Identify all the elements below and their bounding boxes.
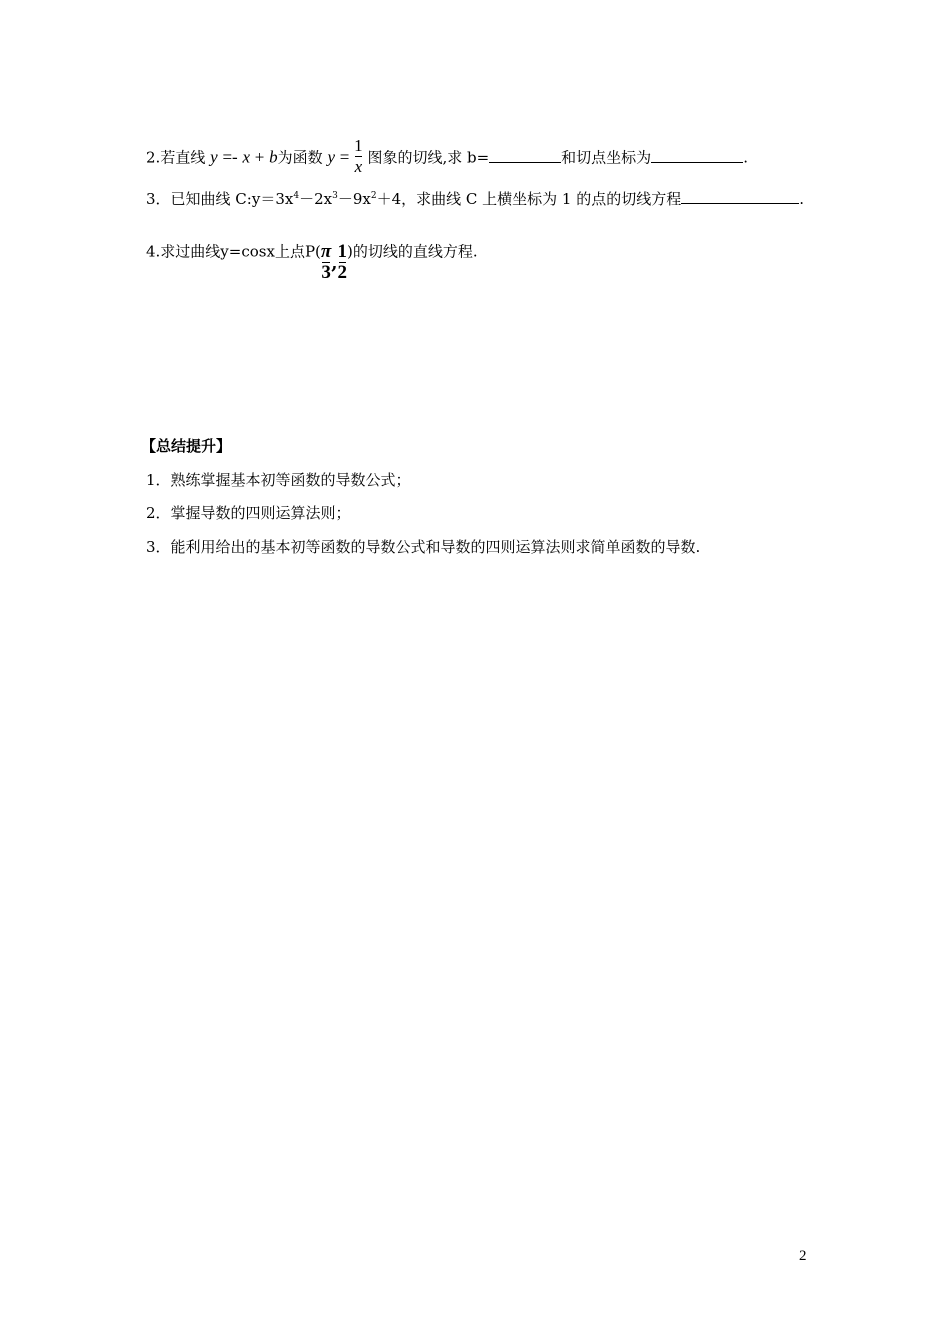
- q3-exp-3: 3: [332, 191, 338, 201]
- q2-blank-point[interactable]: [651, 148, 743, 163]
- q4-text-1: 4.求过曲线y=cosx上点P(: [146, 242, 321, 261]
- q2-text-1: 若直线: [160, 148, 206, 167]
- q2-var-x: x: [242, 147, 251, 167]
- summary-item-3: 3．能利用给出的基本初等函数的导数公式和导数的四则运算法则求简单函数的导数.: [146, 538, 701, 556]
- q3-blank-answer[interactable]: [681, 189, 799, 204]
- q2-text-4: 和切点坐标为: [561, 148, 652, 167]
- q3-text-4: ＋4，求曲线 C 上横坐标为 1 的点的切线方程: [376, 190, 682, 208]
- q4-text-2: )的切线的直线方程.: [347, 242, 478, 261]
- q3-exp-2: 2: [370, 191, 377, 201]
- summary-item-2: 2．掌握导数的四则运算法则；: [146, 504, 351, 522]
- q4-comma: ,: [331, 252, 338, 274]
- q4-three: 3: [321, 262, 331, 283]
- q2-text-3: 图象的切线,求 b=: [367, 148, 490, 167]
- q2-fraction-denominator: x: [354, 157, 363, 176]
- q2-var-y2: y: [327, 147, 336, 167]
- q2-end: .: [743, 148, 748, 167]
- q2-fraction: [354, 136, 363, 177]
- q3-text-1: 3．已知曲线 C:y＝3x: [146, 190, 294, 208]
- q2-blank-b[interactable]: [489, 148, 561, 163]
- q3-text-3: －9x: [337, 190, 371, 208]
- q3-text-2: －2x: [299, 190, 333, 208]
- q4-two: 2: [337, 262, 348, 283]
- question-2: [146, 138, 748, 179]
- summary-item-1: 1．熟练掌握基本初等函数的导数公式；: [146, 471, 411, 489]
- q3-end: .: [799, 190, 804, 208]
- q2-equals: =: [339, 147, 350, 167]
- page-number: 2: [799, 1248, 807, 1264]
- q4-fraction-one-half: [338, 242, 348, 283]
- question-4: [146, 232, 478, 283]
- q2-fraction-numerator: 1: [354, 136, 363, 155]
- q2-var-b: b: [269, 147, 278, 167]
- q2-plus: +: [254, 147, 265, 167]
- q2-text-2: 为函数: [277, 148, 323, 167]
- q4-pi: π: [320, 241, 332, 262]
- q2-var-y: y: [210, 147, 218, 167]
- question-3: [146, 186, 804, 209]
- q4-fraction-pi-over-3: [321, 242, 331, 283]
- q2-number: 2.: [146, 148, 161, 167]
- q3-exp-4: 4: [293, 191, 300, 201]
- summary-heading: 【总结提升】: [141, 437, 232, 455]
- q4-one: 1: [337, 241, 348, 262]
- q2-equals-minus: =-: [222, 147, 238, 167]
